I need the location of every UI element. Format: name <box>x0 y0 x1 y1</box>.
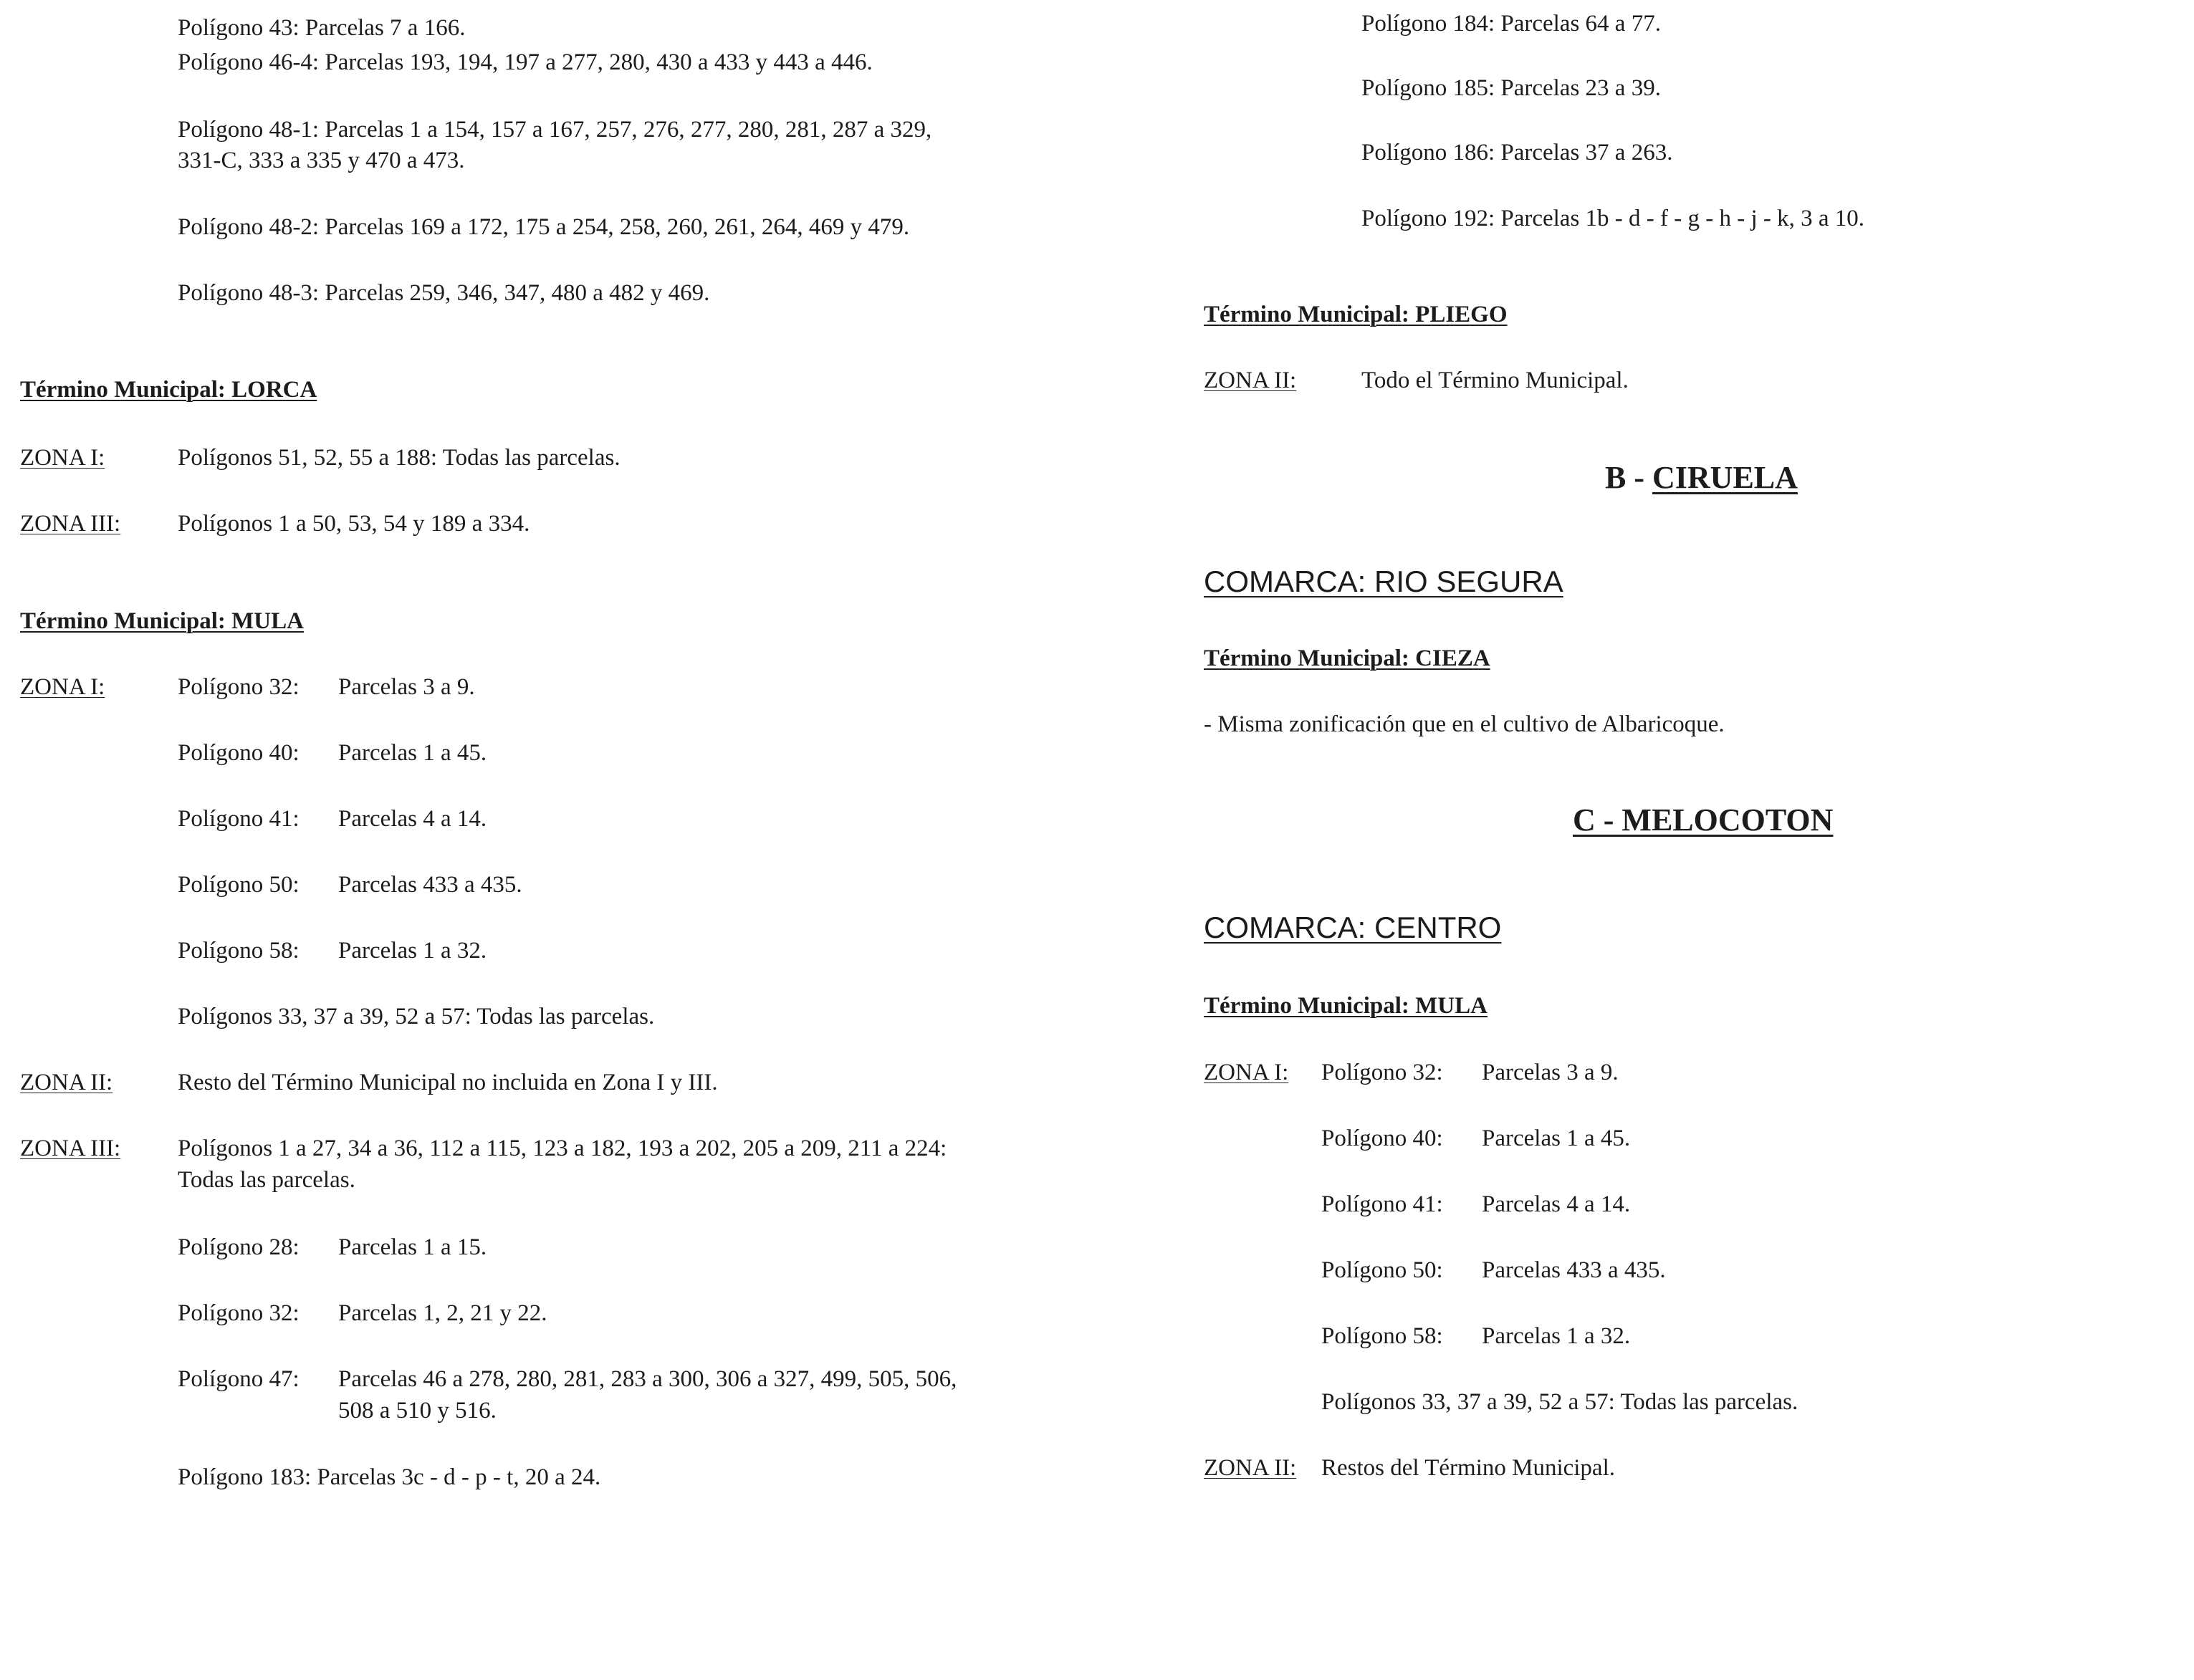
mula-zona-1-row <box>178 673 475 701</box>
mula-zona-3-row <box>178 1300 547 1327</box>
mula-zona-3-row <box>178 1234 487 1261</box>
poligono-label: Polígono 50: <box>178 872 300 898</box>
parcelas-text: Parcelas 46 a 278, 280, 281, 283 a 300, 306 a 327, 499, 505, 506, <box>338 1366 957 1392</box>
lorca-zona-3-label: ZONA III: <box>20 511 121 537</box>
lorca-zona-1-label: ZONA I: <box>20 445 105 471</box>
pliego-zona-2-label: ZONA II: <box>1204 368 1297 393</box>
mula-zona-2-text: Restos del Término Municipal. <box>1321 1455 1616 1481</box>
mula-zona-1-row <box>178 805 487 832</box>
section-name: C - MELOCOTON <box>1573 802 1834 837</box>
cieza-note: - Misma zonificación que en el cultivo de Albaricoque. <box>1204 711 1725 737</box>
poligono-label: Polígono 28: <box>178 1234 300 1260</box>
mula-zona-3-text-continuation: Todas las parcelas. <box>178 1167 355 1193</box>
parcelas-text: Parcelas 1 a 32. <box>1482 1323 1631 1349</box>
municipality-heading-pliego: Término Municipal: PLIEGO <box>1204 302 1508 327</box>
poligono-label: Polígono 58: <box>178 938 300 964</box>
mula-zona-1-label: ZONA I: <box>1204 1060 1289 1085</box>
municipality-heading-mula: Término Municipal: MULA <box>1204 993 1488 1019</box>
parcelas-text: Parcelas 1 a 32. <box>338 938 487 964</box>
poligono-48-1-continuation: 331-C, 333 a 335 y 470 a 473. <box>178 148 465 173</box>
lorca-zona-1-text: Polígonos 51, 52, 55 a 188: Todas las parcelas. <box>178 445 621 471</box>
poligono-192-line: Polígono 192: Parcelas 1b - d - f - g - h - j - k, 3 a 10. <box>1361 206 1865 231</box>
poligono-label: Polígono 50: <box>1321 1257 1443 1283</box>
poligono-48-1-line: Polígono 48-1: Parcelas 1 a 154, 157 a 167, 257, 276, 277, 280, 281, 287 a 329, <box>178 117 932 143</box>
parcelas-text: Parcelas 4 a 14. <box>1482 1191 1631 1217</box>
mula-zona-1-row <box>1321 1125 1630 1152</box>
mula-zona-3-row <box>178 1365 957 1393</box>
mula-zona-1-row <box>178 871 522 898</box>
parcelas-text: Parcelas 4 a 14. <box>338 806 487 832</box>
parcelas-text: Parcelas 1, 2, 21 y 22. <box>338 1300 547 1326</box>
mula-zona-1-label: ZONA I: <box>20 674 105 700</box>
section-heading-melocoton <box>1573 802 1834 837</box>
poligono-183-line: Polígono 183: Parcelas 3c - d - p - t, 20 a 24. <box>178 1464 601 1490</box>
pliego-zona-2-text: Todo el Término Municipal. <box>1361 368 1629 393</box>
municipality-heading-lorca: Término Municipal: LORCA <box>20 377 317 403</box>
section-heading-ciruela <box>1605 460 1798 495</box>
parcelas-text: Parcelas 433 a 435. <box>1482 1257 1666 1283</box>
poligono-label: Polígono 40: <box>1321 1125 1443 1151</box>
poligono-label: Polígono 32: <box>178 674 300 700</box>
parcelas-text: Parcelas 1 a 45. <box>338 740 487 766</box>
mula-zona-2-label: ZONA II: <box>1204 1455 1297 1481</box>
mula-zona-1-all-parcels: Polígonos 33, 37 a 39, 52 a 57: Todas las parcelas. <box>178 1004 655 1029</box>
poligono-186-line: Polígono 186: Parcelas 37 a 263. <box>1361 140 1673 165</box>
municipality-heading-mula: Término Municipal: MULA <box>20 608 304 634</box>
comarca-heading-rio-segura: COMARCA: RIO SEGURA <box>1204 565 1563 598</box>
parcelas-text: Parcelas 3 a 9. <box>1482 1060 1619 1085</box>
poligono-label: Polígono 41: <box>1321 1191 1443 1217</box>
poligono-label: Polígono 41: <box>178 806 300 832</box>
comarca-heading-centro: COMARCA: CENTRO <box>1204 911 1502 944</box>
mula-zona-2-text: Resto del Término Municipal no incluida en Zona I y III. <box>178 1070 718 1095</box>
poligono-label: Polígono 47: <box>178 1366 300 1392</box>
poligono-46-4-line: Polígono 46-4: Parcelas 193, 194, 197 a 277, 280, 430 a 433 y 443 a 446. <box>178 49 873 75</box>
mula-zona-1-row <box>1321 1257 1666 1284</box>
mula-zona-1-row <box>1321 1191 1630 1218</box>
poligono-label: Polígono 32: <box>1321 1060 1443 1085</box>
parcelas-text: Parcelas 1 a 15. <box>338 1234 487 1260</box>
mula-zona-1-row <box>1321 1323 1630 1350</box>
poligono-185-line: Polígono 185: Parcelas 23 a 39. <box>1361 75 1661 101</box>
mula-zona-1-row <box>178 937 487 964</box>
section-name: CIRUELA <box>1652 460 1798 495</box>
mula-zona-1-all-parcels: Polígonos 33, 37 a 39, 52 a 57: Todas las parcelas. <box>1321 1389 1798 1415</box>
poligono-label: Polígono 58: <box>1321 1323 1443 1349</box>
mula-zona-1-row <box>178 739 487 767</box>
poligono-43-line: Polígono 43: Parcelas 7 a 166. <box>178 15 466 41</box>
poligono-48-2-line: Polígono 48-2: Parcelas 169 a 172, 175 a 254, 258, 260, 261, 264, 469 y 479. <box>178 214 910 240</box>
mula-zona-2-label: ZONA II: <box>20 1070 113 1095</box>
lorca-zona-3-text: Polígonos 1 a 50, 53, 54 y 189 a 334. <box>178 511 530 537</box>
poligono-184-line: Polígono 184: Parcelas 64 a 77. <box>1361 11 1661 37</box>
mula-zona-3-label: ZONA III: <box>20 1136 121 1161</box>
mula-zona-3-text: Polígonos 1 a 27, 34 a 36, 112 a 115, 123 a 182, 193 a 202, 205 a 209, 211 a 224: <box>178 1136 947 1161</box>
parcelas-text: Parcelas 433 a 435. <box>338 872 522 898</box>
poligono-48-3-line: Polígono 48-3: Parcelas 259, 346, 347, 480 a 482 y 469. <box>178 280 710 306</box>
poligono-label: Polígono 40: <box>178 740 300 766</box>
parcelas-text: Parcelas 3 a 9. <box>338 674 475 700</box>
municipality-heading-cieza: Término Municipal: CIEZA <box>1204 645 1490 671</box>
section-prefix: B - <box>1605 460 1652 495</box>
poligono-label: Polígono 32: <box>178 1300 300 1326</box>
poligono-47-continuation: 508 a 510 y 516. <box>338 1398 497 1424</box>
parcelas-text: Parcelas 1 a 45. <box>1482 1125 1631 1151</box>
mula-zona-1-row <box>1321 1059 1619 1086</box>
